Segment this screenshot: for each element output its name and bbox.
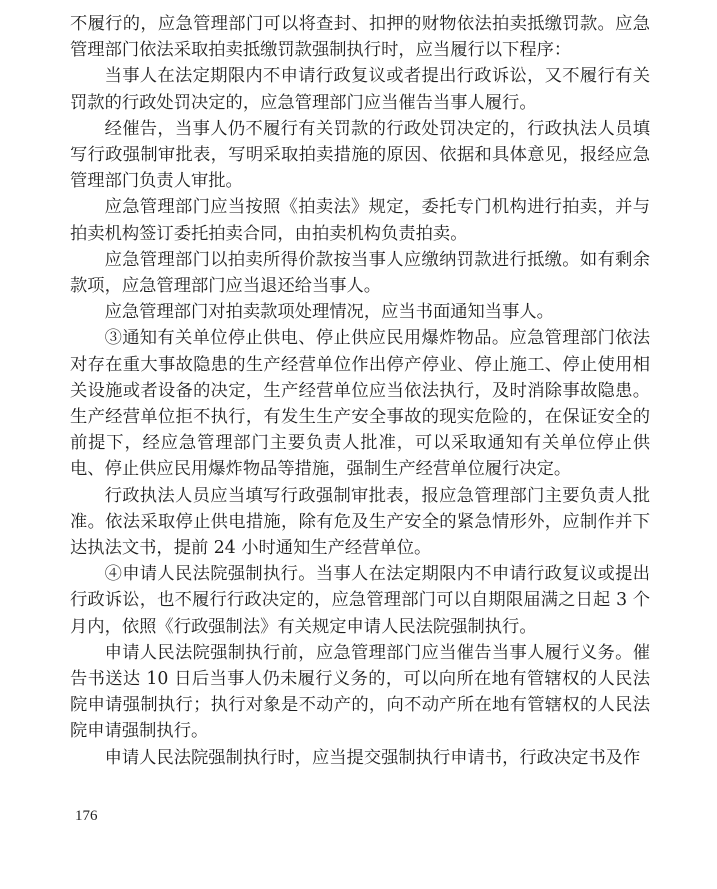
paragraph-7: ③通知有关单位停止供电、停止供应民用爆炸物品。应急管理部门依法对存在重大事故隐患的生产经营单位作出停产停业、停止施工、停止使用相关设施或者设备的决定，生产经营单位应当依法执行，及时消除事故隐患。生产经营单位拒不执行，有发生生产安全事故的现实危险的，在保证安全的前提下，经应急管理部门主要负责人批准，可以采取通知有关单位停止供电、停止供应民用爆炸物品等措施，强制生产经营单位履行决定。 xyxy=(70,328,650,480)
page-body xyxy=(70,11,650,771)
paragraph-6: 应急管理部门对拍卖款项处理情况，应当书面通知当事人。 xyxy=(104,302,554,323)
paragraph-10: 申请人民法院强制执行前，应急管理部门应当催告当事人履行义务。催告书送达 10 日后当事人仍未履行义务的，可以向所在地有管辖权的人民法院申请强制执行；执行对象是不动产的，向不动产所在地有管辖权的人民法院申请强制执行。 xyxy=(70,642,650,742)
paragraph-1: 不履行的，应急管理部门可以将查封、扣押的财物依法拍卖抵缴罚款。应急管理部门依法采取拍卖抵缴罚款强制执行时，应当履行以下程序： xyxy=(70,14,650,61)
paragraph-3: 经催告，当事人仍不履行有关罚款的行政处罚决定的，行政执法人员填写行政强制审批表，写明采取拍卖措施的原因、依据和具体意见，报经应急管理部门负责人审批。 xyxy=(70,118,650,192)
paragraph-5: 应急管理部门以拍卖所得价款按当事人应缴纳罚款进行抵缴。如有剩余款项，应急管理部门应当退还给当事人。 xyxy=(70,249,650,297)
paragraph-9: ④申请人民法院强制执行。当事人在法定期限内不申请行政复议或提出行政诉讼，也不履行行政决定的，应急管理部门可以自期限届满之日起 3 个月内，依照《行政强制法》有关规定申请人民法院强制执行。 xyxy=(70,564,650,637)
paragraph-8: 行政执法人员应当填写行政强制审批表，报应急管理部门主要负责人批准。依法采取停止供电措施，除有危及生产安全的紧急情形外，应制作并下达执法文书，提前 24 小时通知生产经营单位。 xyxy=(70,485,650,559)
page-number: 176 xyxy=(75,808,98,824)
paragraph-11: 申请人民法院强制执行时，应当提交强制执行申请书，行政决定书及作 xyxy=(104,747,641,768)
paragraph-2: 当事人在法定期限内不申请行政复议或者提出行政诉讼，又不履行有关罚款的行政处罚决定的，应急管理部门应当催告当事人履行。 xyxy=(70,66,650,113)
paragraph-4: 应急管理部门应当按照《拍卖法》规定，委托专门机构进行拍卖，并与拍卖机构签订委托拍卖合同，由拍卖机构负责拍卖。 xyxy=(70,197,650,244)
